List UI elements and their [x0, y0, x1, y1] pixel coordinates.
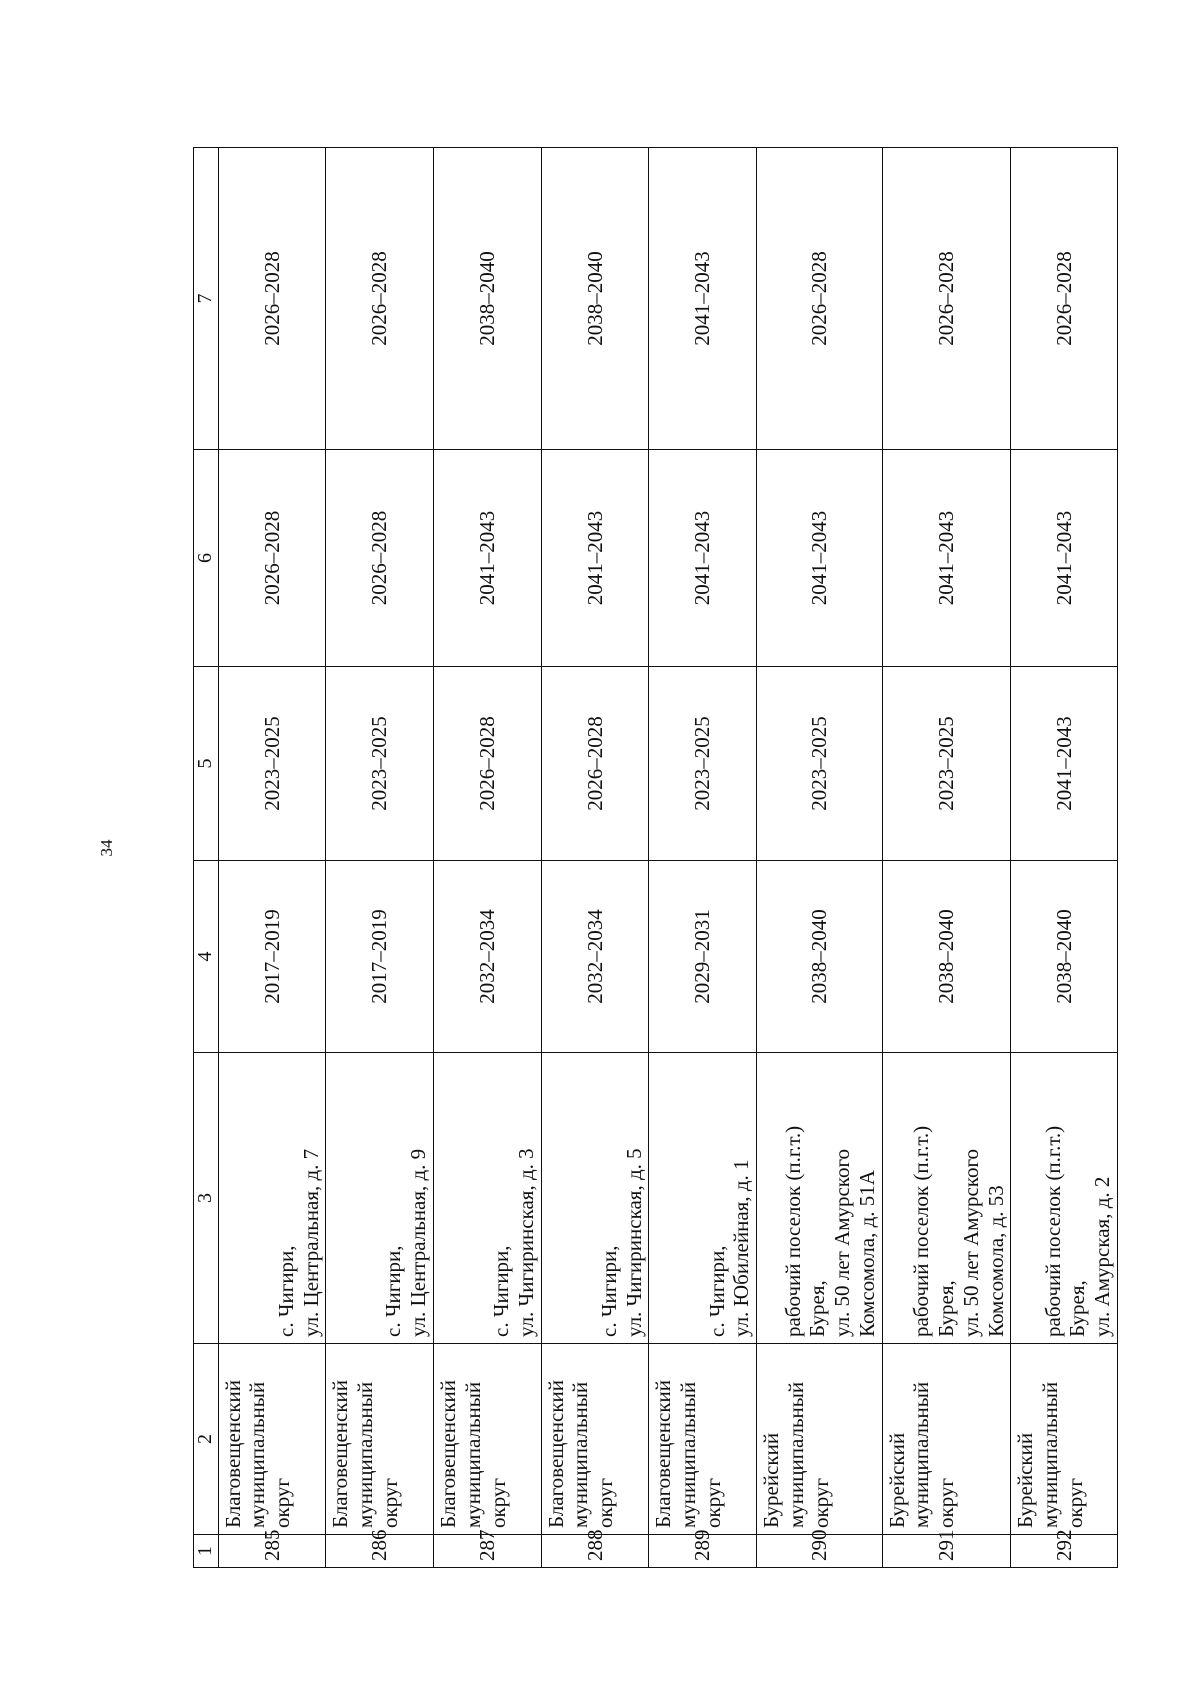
period-cell-col5 [326, 667, 434, 861]
period-cell-col6 [434, 450, 542, 667]
district-cell [1011, 1344, 1118, 1535]
row-number-cell [434, 1529, 542, 1568]
district-cell [218, 1344, 326, 1535]
row-number: 287 [474, 1529, 499, 1561]
period-cell-col5 [541, 667, 649, 861]
period-cell-col7 [434, 148, 542, 450]
period-value: 2026–2028 [934, 251, 959, 346]
district-line: муниципальный [245, 1381, 270, 1528]
row-number: 292 [1051, 1529, 1076, 1561]
period-cell-col6 [218, 450, 326, 667]
address-line: с. Чигири, [704, 1245, 729, 1337]
period-cell-col4 [757, 861, 882, 1053]
row-number: 289 [690, 1529, 715, 1561]
district-cell [649, 1344, 757, 1535]
period-cell-col4 [649, 861, 757, 1053]
table-row [882, 148, 1011, 1568]
district-line: округ [485, 1477, 510, 1528]
period-cell-col6 [757, 450, 882, 667]
period-cell-col6 [649, 450, 757, 667]
row-number: 290 [806, 1529, 831, 1561]
address-line: с. Чигири, [381, 1245, 406, 1337]
address-line: Бурея, [1065, 1280, 1090, 1337]
address-line: ул. Чигиринская, д. 5 [621, 1148, 646, 1337]
period-value: 2026–2028 [259, 510, 284, 606]
period-value: 2026–2028 [367, 251, 392, 346]
address-cell [757, 1053, 882, 1344]
table-body [218, 148, 1117, 1568]
district-line: округ [808, 1477, 833, 1528]
district-line: Благовещенский [651, 1379, 676, 1528]
period-value: 2041–2043 [1051, 716, 1076, 811]
district-line: округ [1062, 1477, 1087, 1528]
district-line: Благовещенский [436, 1379, 460, 1528]
period-value: 2032–2034 [474, 909, 499, 1004]
period-value: 2041–2043 [690, 251, 715, 346]
period-value: 2038–2040 [934, 909, 959, 1004]
period-value: 2026–2028 [806, 251, 831, 346]
period-cell-col7 [218, 148, 326, 450]
address-cell [218, 1053, 326, 1344]
address-line: Комсомола, д. 53 [983, 1185, 1008, 1337]
period-cell-col7 [326, 148, 434, 450]
period-cell-col5 [1011, 667, 1118, 861]
column-header: 1 [194, 1535, 219, 1568]
period-value: 2026–2028 [582, 716, 607, 811]
period-value: 2023–2025 [806, 716, 831, 811]
district-cell [757, 1344, 882, 1535]
period-value: 2017–2019 [367, 909, 392, 1004]
period-cell-col7 [649, 148, 757, 450]
period-value: 2026–2028 [1051, 251, 1076, 346]
address-line: с. Чигири, [273, 1245, 298, 1337]
period-value: 2041–2043 [690, 510, 715, 606]
period-cell-col5 [757, 667, 882, 861]
period-value: 2026–2028 [474, 716, 499, 811]
period-cell-col6 [882, 450, 1011, 667]
row-number-cell [649, 1529, 757, 1568]
district-cell [541, 1344, 649, 1535]
row-number: 291 [934, 1529, 959, 1561]
district-cell [882, 1344, 1011, 1535]
address-line: рабочий поселок (п.г.т.) [780, 1125, 805, 1337]
table-row [1011, 148, 1118, 1568]
district-line: муниципальный [909, 1381, 934, 1528]
address-line: ул. Центральная, д. 7 [298, 1148, 323, 1337]
row-number: 286 [367, 1529, 392, 1561]
period-value: 2038–2040 [582, 251, 607, 346]
period-cell-col6 [1011, 450, 1118, 667]
address-line: Бурея, [805, 1280, 830, 1337]
period-cell-col7 [541, 148, 649, 450]
table-row [326, 148, 434, 1568]
district-line: муниципальный [460, 1381, 485, 1528]
address-line: ул. Чигиринская, д. 3 [513, 1148, 538, 1337]
period-cell-col5 [434, 667, 542, 861]
period-value: 2032–2034 [582, 909, 607, 1004]
period-value: 2029–2031 [690, 909, 715, 1004]
address-line: ул. 50 лет Амурского [958, 1148, 983, 1337]
period-value: 2041–2043 [806, 510, 831, 606]
period-value: 2041–2043 [1051, 510, 1076, 606]
district-line: муниципальный [1038, 1381, 1063, 1528]
period-cell-col5 [882, 667, 1011, 861]
district-line: округ [700, 1477, 725, 1528]
period-value: 2038–2040 [1051, 909, 1076, 1004]
row-number: 285 [259, 1529, 284, 1561]
table-row [434, 148, 542, 1568]
address-line: ул. 50 лет Амурского [830, 1148, 855, 1337]
period-value: 2038–2040 [474, 251, 499, 346]
district-line: округ [377, 1477, 402, 1528]
address-line: ул. Центральная, д. 9 [406, 1148, 431, 1337]
table-row [649, 148, 757, 1568]
address-line: с. Чигири, [596, 1245, 621, 1337]
period-cell-col4 [541, 861, 649, 1053]
address-line: Бурея, [934, 1280, 959, 1337]
address-line: рабочий поселок (п.г.т.) [1040, 1125, 1065, 1337]
address-line: с. Чигири, [489, 1245, 514, 1337]
address-cell [326, 1053, 434, 1344]
address-line: рабочий поселок (п.г.т.) [909, 1125, 934, 1337]
period-value: 2026–2028 [259, 251, 284, 346]
period-cell-col4 [326, 861, 434, 1053]
period-value: 2017–2019 [259, 909, 284, 1004]
district-cell [326, 1344, 434, 1535]
district-line: Благовещенский [328, 1379, 353, 1528]
period-cell-col6 [541, 450, 649, 667]
district-line: муниципальный [353, 1381, 378, 1528]
district-line: муниципальный [783, 1381, 808, 1528]
address-line: ул. Амурская, д. 2 [1090, 1176, 1115, 1337]
page-number: 34 [97, 839, 116, 857]
period-cell-col4 [218, 861, 326, 1053]
district-line: Бурейский [759, 1432, 784, 1528]
district-line: Благовещенский [543, 1379, 568, 1528]
period-cell-col7 [882, 148, 1011, 450]
address-line: ул. Юбилейная, д. 1 [729, 1159, 754, 1337]
period-value: 2023–2025 [690, 716, 715, 811]
column-header: 3 [194, 1053, 219, 1344]
district-line: округ [270, 1477, 295, 1528]
period-cell-col5 [218, 667, 326, 861]
table-row [218, 148, 326, 1568]
district-line: округ [934, 1477, 959, 1528]
period-value: 2026–2028 [367, 510, 392, 606]
period-value: 2038–2040 [806, 909, 831, 1004]
address-cell [649, 1053, 757, 1344]
address-line: Комсомола, д. 51А [854, 1170, 879, 1337]
address-cell [882, 1053, 1011, 1344]
district-line: муниципальный [568, 1381, 593, 1528]
row-number-cell [541, 1529, 649, 1568]
row-number: 288 [582, 1529, 607, 1561]
period-cell-col4 [882, 861, 1011, 1053]
table-row [757, 148, 882, 1568]
schedule-table-rotated [193, 148, 1118, 1568]
column-header: 7 [194, 148, 219, 450]
period-cell-col6 [326, 450, 434, 667]
row-number-cell [1011, 1529, 1118, 1568]
period-cell-col4 [1011, 861, 1118, 1053]
header-row [194, 148, 219, 1568]
column-header: 4 [194, 861, 219, 1053]
column-header: 5 [194, 667, 219, 861]
district-line: Благовещенский [220, 1379, 245, 1528]
row-number-cell [757, 1529, 882, 1568]
address-cell [434, 1053, 542, 1344]
period-value: 2023–2025 [367, 716, 392, 811]
column-header: 2 [194, 1344, 219, 1535]
address-cell [541, 1053, 649, 1344]
row-number-cell [218, 1529, 326, 1568]
column-header: 6 [194, 450, 219, 667]
row-number-cell [882, 1529, 1011, 1568]
district-cell [434, 1344, 542, 1535]
period-value: 2041–2043 [934, 510, 959, 606]
district-line: муниципальный [676, 1381, 701, 1528]
schedule-table [193, 147, 1118, 1568]
period-value: 2023–2025 [934, 716, 959, 811]
district-line: Бурейский [884, 1432, 909, 1528]
period-value: 2041–2043 [474, 510, 499, 606]
row-number-cell [326, 1529, 434, 1568]
period-cell-col5 [649, 667, 757, 861]
district-line: округ [593, 1477, 618, 1528]
district-line: Бурейский [1013, 1432, 1038, 1528]
address-cell [1011, 1053, 1118, 1344]
period-cell-col7 [757, 148, 882, 450]
table-row [541, 148, 649, 1568]
period-cell-col7 [1011, 148, 1118, 450]
period-value: 2041–2043 [582, 510, 607, 606]
period-cell-col4 [434, 861, 542, 1053]
period-value: 2023–2025 [259, 716, 284, 811]
